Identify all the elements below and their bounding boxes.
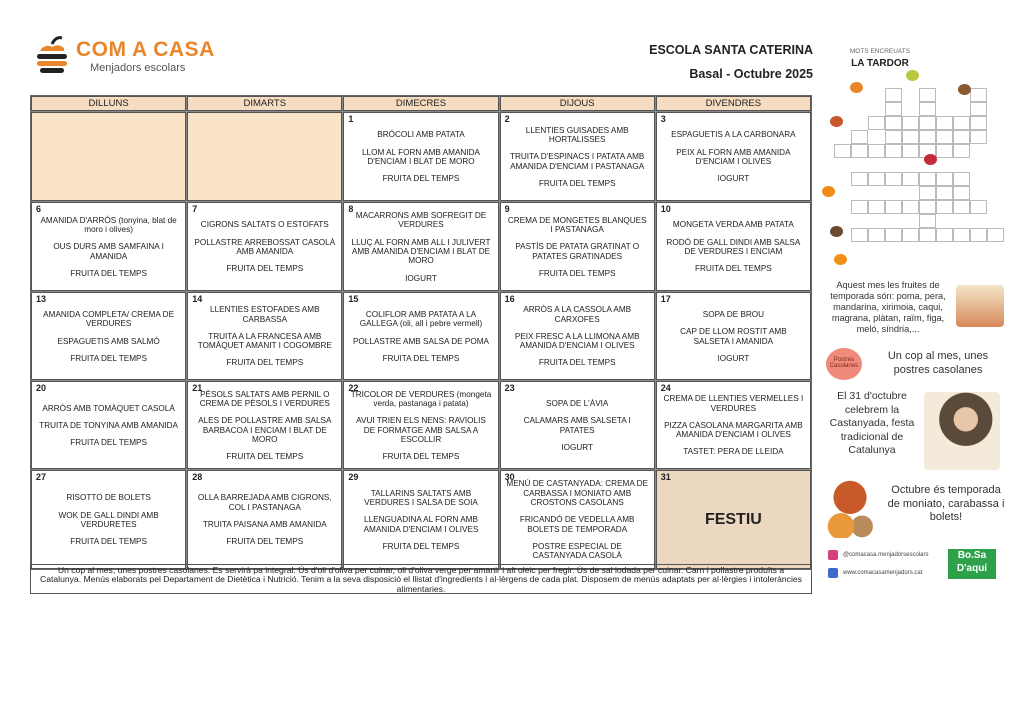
dish: CREMA DE LLENTIES VERMELLES I VERDURES xyxy=(663,394,804,413)
crossword-cell xyxy=(902,228,919,242)
dish: FRUITA DEL TEMPS xyxy=(70,537,147,547)
day-number: 21 xyxy=(192,383,203,393)
crossword-cell xyxy=(902,172,919,186)
brand-name: COM A CASA xyxy=(76,38,215,61)
day-number: 10 xyxy=(660,204,671,214)
crossword-cell xyxy=(919,130,936,144)
crossword-cell xyxy=(919,102,936,116)
almond-icon xyxy=(850,82,863,93)
day-number: 15 xyxy=(348,294,359,304)
day-number: 14 xyxy=(192,294,203,304)
apple-logo-icon xyxy=(34,36,70,78)
dish: IOGURT xyxy=(405,273,437,283)
crossword-cell xyxy=(885,172,902,186)
dish: LLENTIES ESTOFADES AMB CARBASSA xyxy=(210,305,320,324)
menu-day-16 xyxy=(500,292,655,380)
crossword-cell xyxy=(885,116,902,130)
crossword-cell xyxy=(970,130,987,144)
dish: TRUITA PAISANA AMB AMANIDA xyxy=(202,520,327,529)
chestnut-icon xyxy=(958,84,971,95)
dish: LLUÇ AL FORN AMB ALL I JULIVERT AMB AMANIDA D'ENCIAM I BLAT DE MORO xyxy=(351,237,491,266)
crossword-cell xyxy=(851,200,868,214)
crossword-cell xyxy=(885,102,902,116)
menu-day-24 xyxy=(656,381,811,469)
crossword-cell xyxy=(919,186,936,200)
menu-day-17 xyxy=(656,292,811,380)
dish: FRUITA DEL TEMPS xyxy=(226,264,304,274)
day-number: 1 xyxy=(348,114,354,124)
dish: FRUITA DEL TEMPS xyxy=(538,178,616,188)
bosa-daqui-logo: Bo.Sa D'aquí xyxy=(948,549,996,579)
crossword-cell xyxy=(902,130,919,144)
crossword-cell xyxy=(953,130,970,144)
day-number: 24 xyxy=(660,383,671,393)
crossword-cell xyxy=(885,228,902,242)
menu-day-empty xyxy=(187,112,342,201)
dish: OLLA BARREJADA AMB CIGRONS, COL I PASTANAGA xyxy=(197,493,332,512)
crossword-cell xyxy=(885,200,902,214)
menu-period: Basal - Octubre 2025 xyxy=(689,67,813,81)
dish: FRUITA DEL TEMPS xyxy=(382,541,460,551)
day-number: 13 xyxy=(36,294,47,304)
menu-day-30 xyxy=(500,470,655,569)
dish: FRUITA DEL TEMPS xyxy=(70,268,147,278)
day-number: 28 xyxy=(192,472,203,482)
dish: FRUITA DEL TEMPS xyxy=(382,452,460,462)
day-number: 9 xyxy=(504,204,510,214)
brand-subtitle: Menjadors escolars xyxy=(90,62,186,74)
instagram-icon xyxy=(828,550,838,560)
crossword-cell xyxy=(953,116,970,130)
menu-calendar xyxy=(30,95,812,570)
dish: PIZZA CASOLANA MARGARITA AMB AMANIDA D'ENCIAM I OLIVES xyxy=(664,420,803,440)
day-number: 29 xyxy=(348,472,359,482)
crossword-cell xyxy=(919,200,936,214)
dish: OUS DURS AMB SAMFAINA I AMANIDA xyxy=(53,242,164,261)
crossword-cell xyxy=(936,130,953,144)
menu-day-9 xyxy=(500,202,655,291)
crossword-cell xyxy=(953,186,970,200)
menu-day-14 xyxy=(187,292,342,380)
dish: SOPA DE L'ÀVIA xyxy=(546,398,609,408)
dish: MENÚ DE CASTANYADA: CREMA DE CARBASSA I MONIATO AMB CROSTONS CASOLANS xyxy=(506,479,649,508)
dish: PEIX FRESC A LA LLIMONA AMB AMANIDA D'ENCIAM I OLIVES xyxy=(514,331,640,351)
dish: COLIFLOR AMB PATATA A LA GALLEGA (oli, all i pebre vermell) xyxy=(359,309,483,329)
com-a-casa-logo xyxy=(34,34,224,84)
holiday-label: FESTIU xyxy=(704,511,762,529)
menu-day-6 xyxy=(31,202,186,291)
seasonal-fruits-text: Aquest mes les fruites de temporada són: poma, pera, mandarina, xirimoia, caqui, magrana, plàtan, raïm, figa, meló, síndria,... xyxy=(830,280,946,334)
day-header-dijous: DIJOUS xyxy=(500,96,655,111)
day-number: 7 xyxy=(192,204,198,214)
dish: FRUITA DEL TEMPS xyxy=(382,353,460,363)
menu-day-23 xyxy=(500,381,655,469)
crossword-cell xyxy=(936,172,953,186)
day-number: 23 xyxy=(504,383,515,393)
dish: LLENTIES GUISADES AMB HORTALISSES xyxy=(525,125,629,145)
crossword-cell xyxy=(834,144,851,158)
crossword-cell xyxy=(868,116,885,130)
crossword-cell xyxy=(851,130,868,144)
dish: LLOM AL FORN AMB AMANIDA D'ENCIAM I BLAT DE MORO xyxy=(361,147,480,166)
dish: TRUITA D'ESPINACS I PATATA AMB AMANIDA D'ENCIAM I PASTANAGA xyxy=(509,152,645,171)
crossword-cell xyxy=(970,88,987,102)
day-number: 3 xyxy=(660,114,666,124)
dish: AMANIDA D'ARRÒS (tonyina, blat de moro i olives) xyxy=(40,215,177,235)
crossword-cell xyxy=(851,172,868,186)
crossword-cell xyxy=(936,116,953,130)
menu-day-22 xyxy=(343,381,498,469)
dish: ARRÒS AMB TOMÀQUET CASOLÀ xyxy=(42,403,175,413)
crossword-cell xyxy=(953,172,970,186)
menu-day-7 xyxy=(187,202,342,291)
dish: AVUI TRIEN ELS NENS: RAVIOLIS DE FORMATGE AMB SALSA A ESCOLLIR xyxy=(356,416,486,444)
instagram-link[interactable] xyxy=(828,550,928,560)
dish: SOPA DE BROU xyxy=(702,309,765,319)
menu-day-21 xyxy=(187,381,342,469)
dish: FRUITA DEL TEMPS xyxy=(226,452,304,462)
day-number: 16 xyxy=(504,294,515,304)
dish: ARRÒS A LA CASSOLA AMB CARXOFES xyxy=(523,305,632,324)
day-number: 27 xyxy=(36,472,47,482)
day-header-divendres: DIVENDRES xyxy=(656,96,811,111)
dish: FRUITA DEL TEMPS xyxy=(382,174,460,184)
day-header-dimarts: DIMARTS xyxy=(187,96,342,111)
crossword-cell xyxy=(970,116,987,130)
dish: BRÓCOLI AMB PATATA xyxy=(377,130,465,140)
season-text: Octubre és temporada de moniato, carabassa i bolets! xyxy=(887,484,1005,523)
dish: FRUITA DEL TEMPS xyxy=(695,264,772,274)
dish: ESPAGUETIS A LA CARBONARA xyxy=(671,130,796,140)
dish: IOGURT xyxy=(717,353,750,363)
moniato-carabassa-bolets-image xyxy=(826,480,886,538)
dish: FRUITA DEL TEMPS xyxy=(226,358,304,368)
menu-day-20 xyxy=(31,381,186,469)
dish: POLLASTRE AMB SALSA DE POMA xyxy=(352,336,490,346)
day-number: 8 xyxy=(348,204,354,214)
day-number: 20 xyxy=(36,383,47,393)
castanyada-text: El 31 d'octubre celebrem la Castanyada, festa tradicional de Catalunya xyxy=(829,390,915,456)
crossword-cell xyxy=(885,88,902,102)
dish: FRUITA DEL TEMPS xyxy=(538,358,616,368)
dish: FRUITA DEL TEMPS xyxy=(70,438,147,448)
dish: CALAMARS AMB SALSETA I PATATES xyxy=(523,416,631,435)
crossword-title: LA TARDOR xyxy=(851,58,909,69)
crossword-cell xyxy=(868,228,885,242)
menu-day-29 xyxy=(343,470,498,569)
menu-day-10 xyxy=(656,202,811,291)
crossword-cell xyxy=(919,88,936,102)
dish: PÈSOLS SALTATS AMB PERNIL O CREMA DE PÈSOLS I VERDURES xyxy=(199,389,330,408)
crossword-cell xyxy=(970,200,987,214)
dish: TALLARINS SALTATS AMB VERDURES I SALSA DE SOIA xyxy=(364,488,478,508)
crossword-cell xyxy=(868,144,885,158)
crossword-cell xyxy=(919,172,936,186)
menu-day-2 xyxy=(500,112,655,201)
dish: POSTRE ESPECIAL DE CASTANYADA CASOLÀ xyxy=(532,541,622,561)
crossword-cell xyxy=(885,144,902,158)
crossword-cell xyxy=(970,228,987,242)
pumpkin-icon xyxy=(822,186,835,197)
dish: RISOTTO DE BOLETS xyxy=(66,493,151,503)
crossword-cell xyxy=(902,144,919,158)
website-icon xyxy=(828,568,838,578)
dish: ALES DE POLLASTRE AMB SALSA BARBACOA I ENCIAM I BLAT DE MORO xyxy=(198,416,332,444)
dish: ESPAGUETIS AMB SALMÓ xyxy=(57,336,160,346)
crossword-subtitle: MOTS ENCREUATS xyxy=(849,48,911,55)
dish: POLLASTRE ARREBOSSAT CASOLÀ AMB AMANIDA xyxy=(194,237,336,256)
menu-day-3 xyxy=(656,112,811,201)
dish: CIGRONS SALTATS O ESTOFATS xyxy=(200,220,329,230)
menu-day-15 xyxy=(343,292,498,380)
crossword-cell xyxy=(953,228,970,242)
day-number: 31 xyxy=(660,472,671,482)
crossword-cell xyxy=(936,144,953,158)
dish: TRUITA A LA FRANCESA AMB TOMÀQUET AMANIT I COGOMBRE xyxy=(197,331,332,351)
crossword-cell xyxy=(868,200,885,214)
dish: CAP DE LLOM ROSTIT AMB SALSETA I AMANIDA xyxy=(680,327,787,346)
dish: AMANIDA COMPLETA/ CREMA DE VERDURES xyxy=(43,309,175,329)
crossword-cell xyxy=(851,144,868,158)
day-number: 22 xyxy=(348,383,359,393)
grape-icon xyxy=(906,70,919,81)
dish: WOK DE GALL DINDI AMB VERDURETES xyxy=(58,510,159,529)
menu-day-27 xyxy=(31,470,186,569)
dish: CREMA DE MONGETES BLANQUES I PASTANAGA xyxy=(507,215,647,235)
pomegranate-icon xyxy=(924,154,937,165)
day-number: 6 xyxy=(36,204,42,214)
menu-day-28 xyxy=(187,470,342,569)
autumn-fruits-image xyxy=(956,285,1004,327)
dish: MACARRONS AMB SOFREGIT DE VERDURES xyxy=(355,211,487,230)
day-header-dimecres: DIMECRES xyxy=(343,96,498,111)
crossword-cell xyxy=(987,228,1004,242)
crossword-cell xyxy=(885,130,902,144)
dish: MONGETA VERDA AMB PATATA xyxy=(672,220,794,230)
dish: FRUITA DEL TEMPS xyxy=(70,353,147,363)
crossword-cell xyxy=(919,214,936,228)
school-name: ESCOLA SANTA CATERINA xyxy=(649,43,813,57)
menu-day-31 xyxy=(656,470,811,569)
crossword-cell xyxy=(902,116,919,130)
menu-day-13 xyxy=(31,292,186,380)
crossword-cell xyxy=(936,200,953,214)
day-number: 30 xyxy=(504,472,515,482)
dish: PASTÍS DE PATATA GRATINAT O PATATES GRATINADES xyxy=(515,242,640,261)
dish: LLENGUADINA AL FORN AMB AMANIDA D'ENCIAM I OLIVES xyxy=(363,515,479,534)
crossword-cell xyxy=(851,228,868,242)
postres-casolanes-stamp: Postres Casolanes xyxy=(826,348,862,380)
menu-day-8 xyxy=(343,202,498,291)
crossword-cell xyxy=(919,116,936,130)
dish: FRUITA DEL TEMPS xyxy=(538,268,616,278)
menu-footnote: Un cop al mes, unes postres casolanes. Es servirà pa integral. Ús d'oli d'oliva per cuinar, oli d'oliva verge per amanir i alt oleic per fregir. Ús de sal iodada per cuinar. Carn i pollastre produïts a Catalunya. Menús elaborats pel Departament de Dietètica i Nutrició. Tenim a la seva disposició el llistat d'ingredients i al·lèrgens de cada plat. Disposem de menús adaptats per al·lèrgies i intoleràncies alimentaries. xyxy=(30,564,812,594)
crossword-cell xyxy=(936,186,953,200)
day-header-dilluns: DILLUNS xyxy=(31,96,186,111)
dish: TASTET: PERA DE LLEIDA xyxy=(683,447,784,457)
dish: FRICANDÓ DE VEDELLA AMB BOLETS DE TEMPORADA xyxy=(519,515,635,534)
crossword-cell xyxy=(868,172,885,186)
dish: TRICOLOR DE VERDURES (mongeta verda, pastanaga i patata) xyxy=(350,389,492,408)
instagram-handle: @comacasa.menjadorsescolars xyxy=(843,552,929,558)
dish: IOGURT xyxy=(561,442,594,452)
menu-day-1 xyxy=(343,112,498,201)
crossword-cell xyxy=(970,102,987,116)
menu-day-empty xyxy=(31,112,186,201)
dish: PEIX AL FORN AMB AMANIDA D'ENCIAM I OLIVES xyxy=(676,147,791,166)
castanyera-image xyxy=(924,392,1000,470)
crossword-cell xyxy=(919,228,936,242)
day-number: 17 xyxy=(660,294,671,304)
sidebar-info xyxy=(820,40,1010,600)
sweet-potato-icon xyxy=(830,116,843,127)
dish: TRUITA DE TONYINA AMB AMANIDA xyxy=(39,420,178,430)
crossword-cell xyxy=(902,200,919,214)
crossword-cell xyxy=(953,144,970,158)
crossword-cell xyxy=(936,228,953,242)
walnut-icon xyxy=(830,226,843,237)
dish: IOGURT xyxy=(717,174,750,184)
dish: FRUITA DEL TEMPS xyxy=(226,537,304,547)
mandarin-icon xyxy=(834,254,847,265)
website-url: www.comacasamenjadors.cat xyxy=(843,570,923,576)
website-link[interactable] xyxy=(828,568,922,578)
crossword-cell xyxy=(953,200,970,214)
day-number: 2 xyxy=(504,114,510,124)
dish: RODÓ DE GALL DINDI AMB SALSA DE VERDURES I ENCIAM xyxy=(666,237,801,256)
postres-text: Un cop al mes, unes postres casolanes xyxy=(887,350,989,376)
